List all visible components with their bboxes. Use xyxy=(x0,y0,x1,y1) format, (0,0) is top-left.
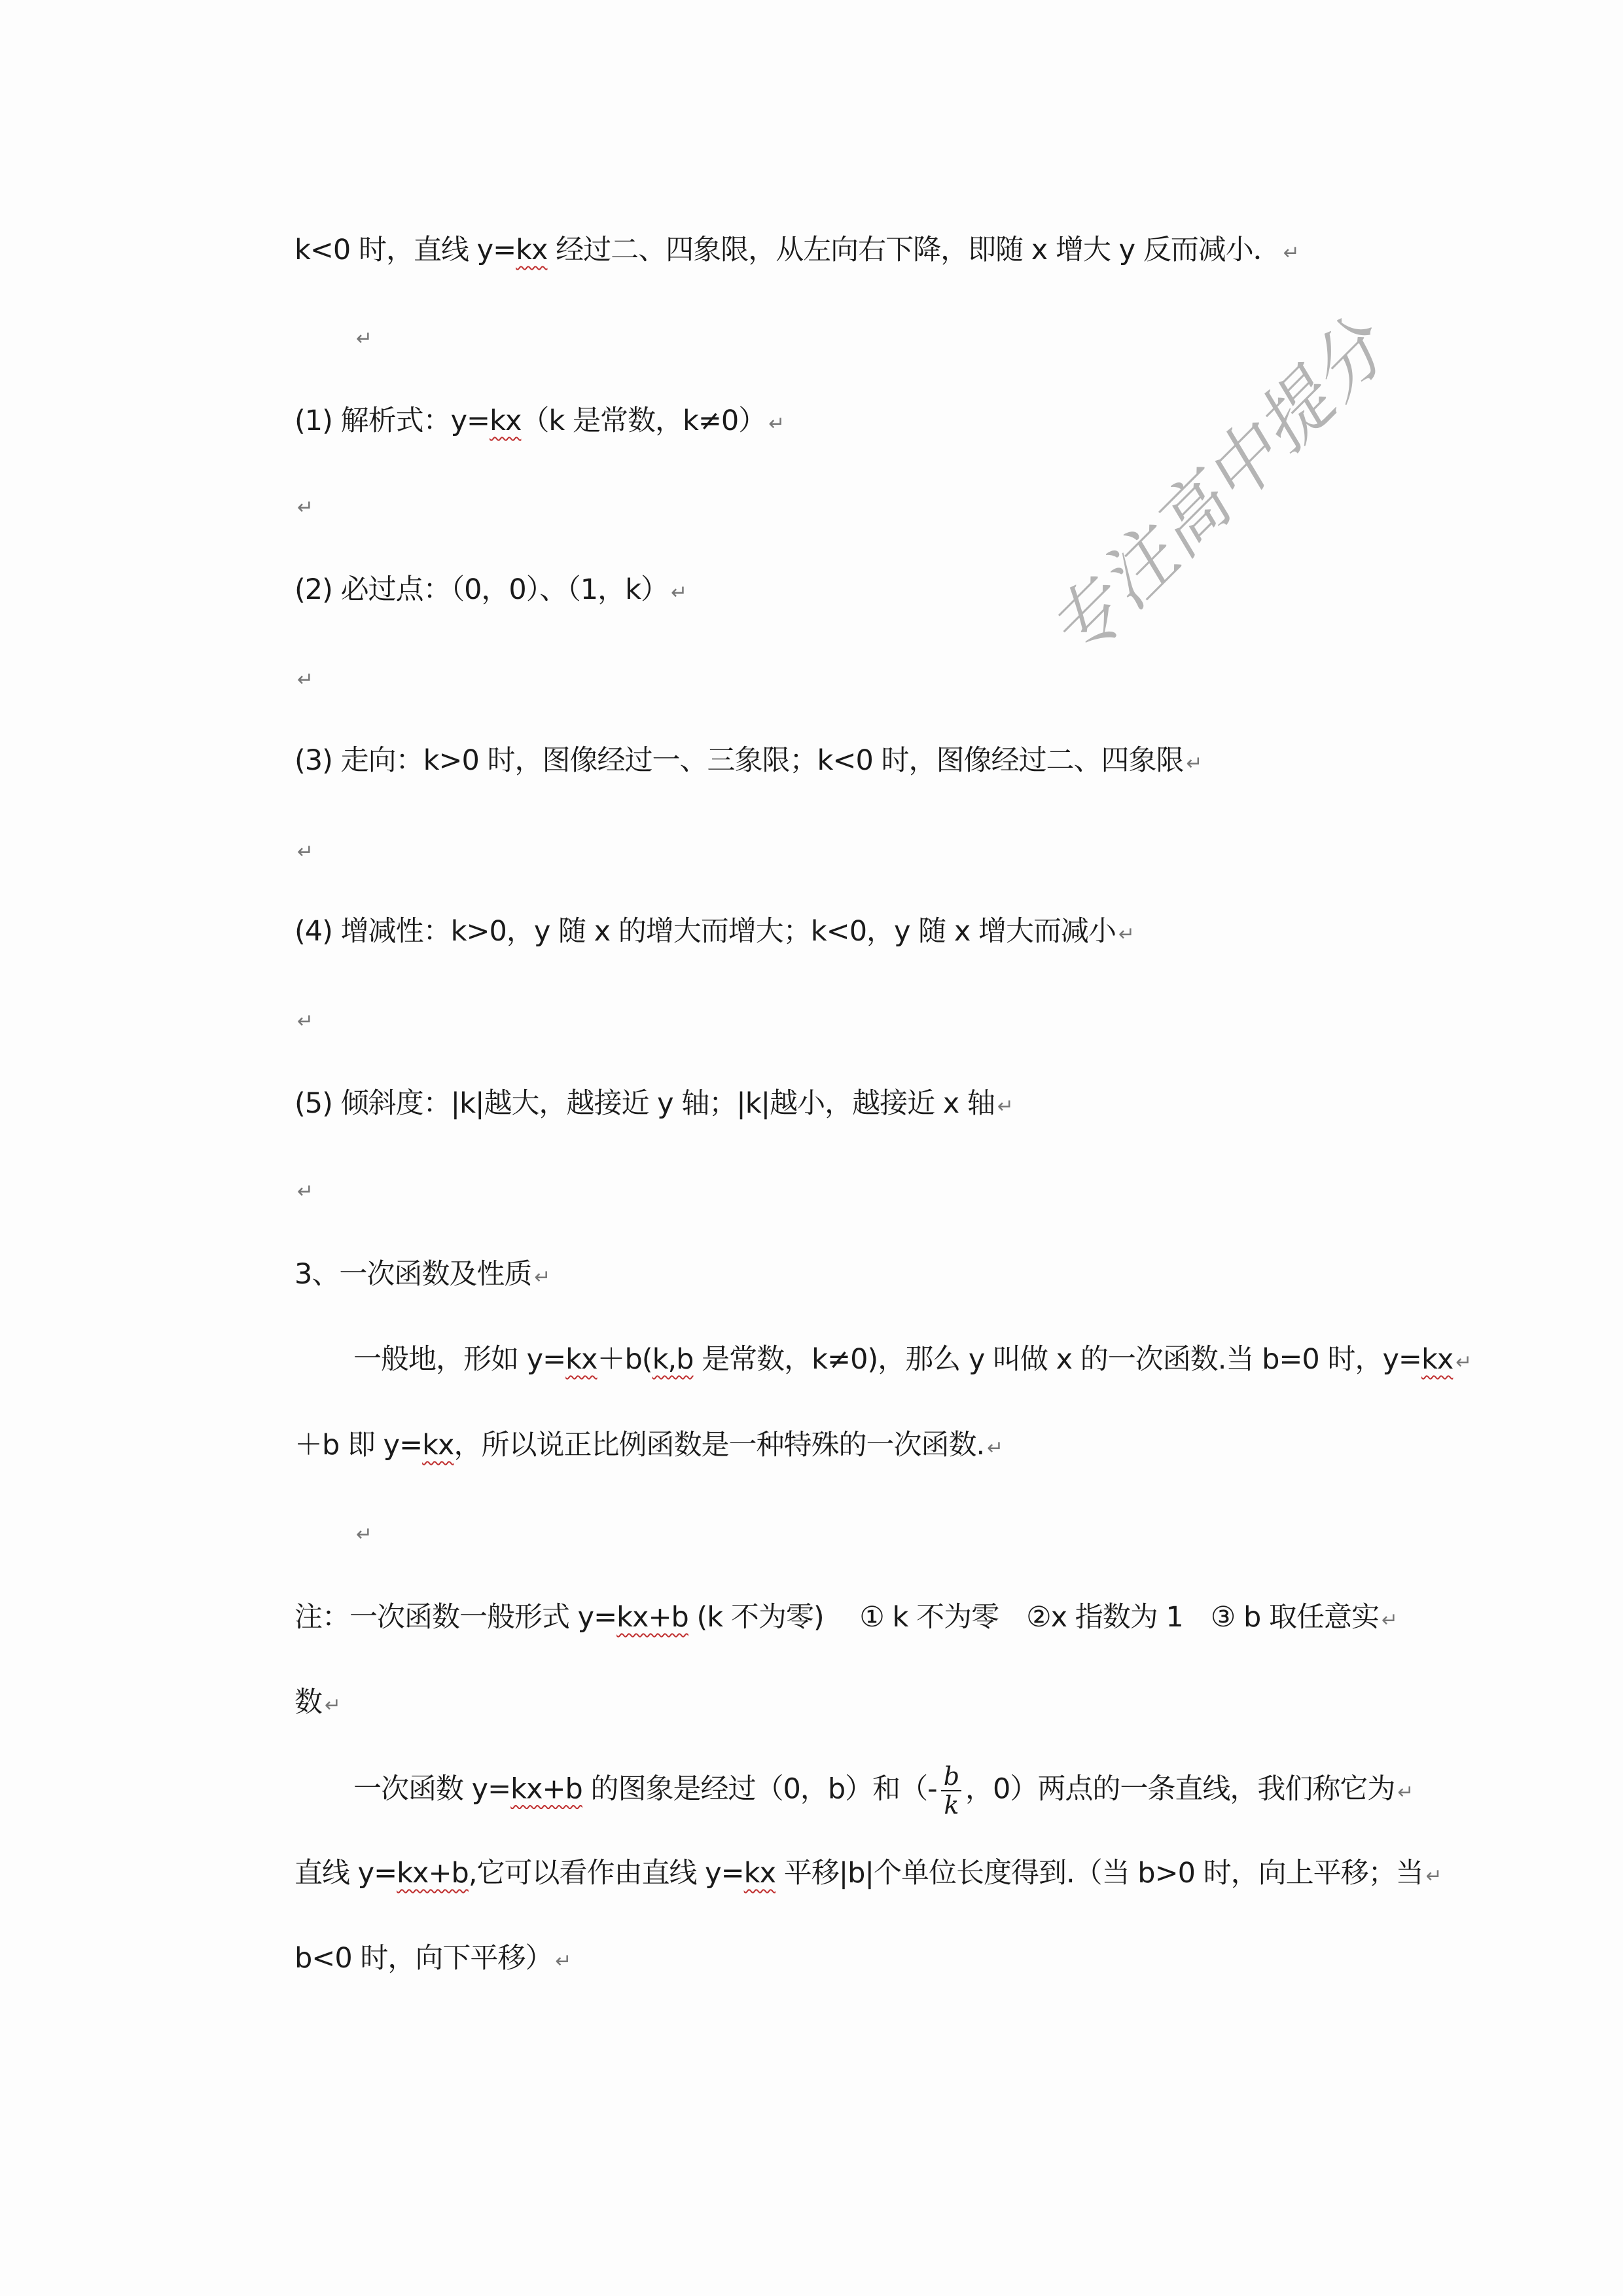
spellcheck-underlined-text: kx+b xyxy=(510,1772,582,1806)
spellcheck-underlined-text: kx xyxy=(565,1343,597,1376)
paragraph-mark-icon: ↵ xyxy=(297,496,313,519)
fraction-denominator: k xyxy=(944,1791,959,1820)
text-run: ,它可以看作由直线 y= xyxy=(468,1857,744,1890)
paragraph-mark-icon: ↵ xyxy=(987,1437,1003,1460)
text-line xyxy=(294,570,687,613)
text-line xyxy=(353,316,372,359)
text-run: 经过二、四象限，从左向右下降，即随 x 增大 y 反而减小． xyxy=(547,234,1281,266)
text-run: b<0 时，向下平移） xyxy=(294,1942,553,1975)
text-line xyxy=(294,401,784,444)
paragraph-mark-icon: ↵ xyxy=(297,1180,313,1203)
text-run: 一般地，形如 y= xyxy=(353,1343,566,1376)
text-run: (k 不为零) ① k 不为零 ②x 指数为 1 ③ b 取任意实 xyxy=(688,1601,1379,1634)
watermark: 专注高中提分 xyxy=(1032,306,1402,676)
text-run: ＋b 即 y= xyxy=(294,1429,423,1462)
spellcheck-underlined-text: kx+b xyxy=(397,1857,469,1890)
paragraph-mark-icon: ↵ xyxy=(325,1694,341,1717)
spellcheck-underlined-text: k,b xyxy=(652,1343,694,1376)
spellcheck-underlined-text: kx xyxy=(422,1429,454,1462)
text-run: 一次函数 y= xyxy=(353,1772,511,1806)
text-line xyxy=(353,1512,372,1554)
text-line xyxy=(294,485,313,528)
text-run: ，所以说正比例函数是一种特殊的一次函数. xyxy=(454,1429,985,1462)
paragraph-mark-icon: ↵ xyxy=(297,840,313,863)
paragraph-mark-icon: ↵ xyxy=(1118,923,1135,946)
spellcheck-underlined-text: kx xyxy=(490,404,522,437)
spellcheck-underlined-text: kx xyxy=(743,1857,776,1890)
text-line xyxy=(294,1084,1013,1126)
text-run: 是常数，k≠0)，那么 y 叫做 x 的一次函数.当 b=0 时，y= xyxy=(693,1343,1421,1376)
paragraph-mark-icon: ↵ xyxy=(997,1095,1014,1118)
paragraph-mark-icon: ↵ xyxy=(768,412,785,435)
paragraph-mark-icon: ↵ xyxy=(534,1266,550,1289)
spellcheck-underlined-text: kx+b xyxy=(616,1601,688,1634)
text-run: 的图象是经过（0，b）和（- xyxy=(582,1772,937,1806)
text-line xyxy=(294,999,313,1041)
paragraph-mark-icon: ↵ xyxy=(671,581,687,604)
paragraph-mark-icon: ↵ xyxy=(1283,242,1299,264)
text-line xyxy=(294,912,1134,954)
text-line xyxy=(294,657,313,700)
paragraph-mark-icon: ↵ xyxy=(555,1950,571,1973)
text-line xyxy=(353,1763,1414,1819)
paragraph-mark-icon: ↵ xyxy=(1381,1609,1398,1632)
paragraph-mark-icon: ↵ xyxy=(356,327,372,350)
paragraph-mark-icon: ↵ xyxy=(297,668,313,691)
paragraph-mark-icon: ↵ xyxy=(1455,1351,1472,1374)
text-run: 数 xyxy=(294,1686,322,1719)
paragraph-mark-icon: ↵ xyxy=(297,1010,313,1033)
text-line xyxy=(294,829,313,872)
text-run: 3、一次函数及性质 xyxy=(294,1258,532,1291)
text-run: (3) 走向：k>0 时，图像经过一、三象限；k<0 时，图像经过二、四象限 xyxy=(294,744,1184,777)
paragraph-mark-icon: ↵ xyxy=(1425,1865,1442,1888)
text-run: (2) 必过点：（0，0）、（1，k） xyxy=(294,573,669,606)
text-line xyxy=(294,1426,1003,1468)
text-run: （k 是常数，k≠0） xyxy=(521,404,766,437)
text-run: ＋b( xyxy=(597,1343,652,1376)
text-run: ，0）两点的一条直线，我们称它为 xyxy=(965,1772,1395,1806)
text-line xyxy=(294,230,1299,273)
text-run: k<0 时，直线 y= xyxy=(294,234,516,266)
text-run: 注：一次函数一般形式 y= xyxy=(294,1601,617,1634)
text-run: (4) 增减性：k>0，y 随 x 的增大而增大；k<0，y 随 x 增大而减小 xyxy=(294,915,1116,948)
spellcheck-underlined-text: kx xyxy=(516,234,548,266)
text-line xyxy=(294,1598,1397,1640)
text-line xyxy=(294,1255,550,1297)
paragraph-mark-icon: ↵ xyxy=(1186,752,1202,775)
text-line xyxy=(294,1939,571,1981)
text-line xyxy=(294,1683,340,1725)
text-run: 直线 y= xyxy=(294,1857,397,1890)
text-run: 平移|b|个单位长度得到.（当 b>0 时，向上平移；当 xyxy=(776,1857,1423,1890)
fraction-numerator: b xyxy=(941,1763,961,1791)
fraction xyxy=(941,1763,961,1819)
text-line xyxy=(294,1854,1442,1896)
paragraph-mark-icon: ↵ xyxy=(356,1523,372,1546)
text-run: (5) 倾斜度：|k|越大，越接近 y 轴；|k|越小，越接近 x 轴 xyxy=(294,1087,995,1120)
text-line xyxy=(353,1340,1471,1382)
text-line xyxy=(294,741,1202,783)
spellcheck-underlined-text: kx xyxy=(1421,1343,1454,1376)
paragraph-mark-icon: ↵ xyxy=(1397,1780,1414,1804)
text-run: (1) 解析式：y= xyxy=(294,404,490,437)
text-line xyxy=(294,1169,313,1211)
